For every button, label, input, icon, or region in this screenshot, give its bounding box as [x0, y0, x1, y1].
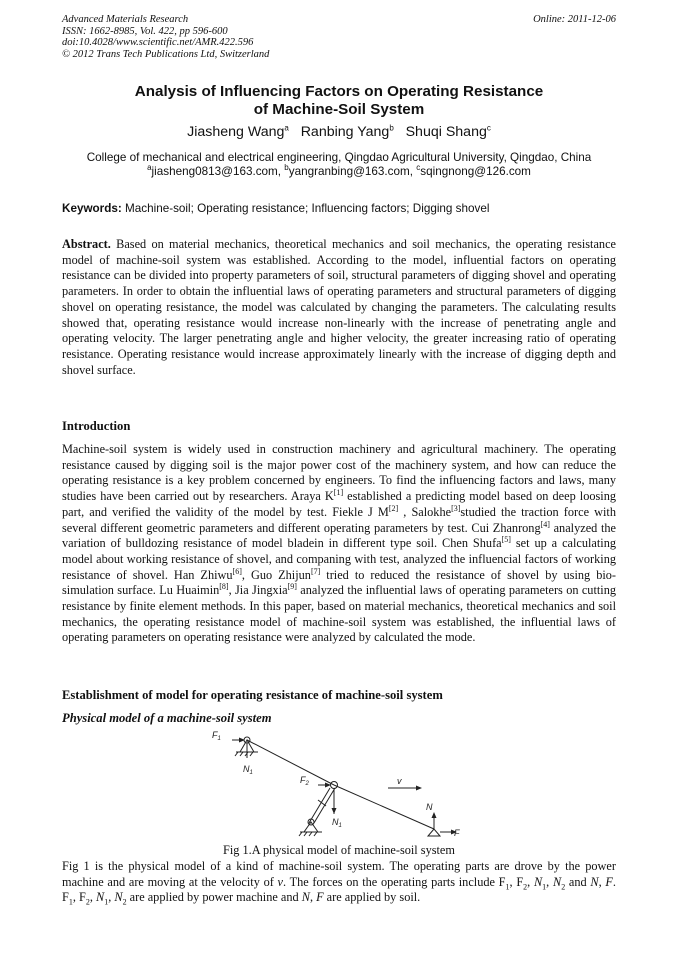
svg-text:N1: [332, 817, 342, 829]
symbol: N: [114, 890, 123, 905]
subscript: 1: [68, 897, 73, 907]
text-run: , F: [72, 890, 86, 905]
affiliation-block: [62, 151, 616, 179]
intro-text: studied the traction force with several different geometric parameters and different operating parameters by test. Cui Zhanrong: [62, 504, 616, 535]
subscript: 1: [542, 882, 547, 892]
introduction-text: [62, 442, 616, 646]
journal-meta: [62, 14, 269, 60]
citation[interactable]: [5]: [501, 535, 511, 545]
keywords: [62, 202, 616, 215]
doi: doi:10.4028/www.scientific.net/AMR.422.596: [62, 37, 254, 49]
text-run: ,: [108, 890, 115, 905]
email-mark: b: [284, 163, 289, 173]
citation[interactable]: [8]: [219, 582, 229, 592]
subscript: 1: [104, 897, 109, 907]
symbol: F: [316, 890, 324, 905]
keywords-label: Keywords:: [62, 202, 122, 215]
figure-caption: Fig 1.A physical model of machine-soil system: [223, 843, 455, 857]
symbol: v: [277, 874, 284, 889]
f-label: F: [454, 828, 460, 838]
author-mark: a: [284, 123, 289, 133]
symbol: N: [301, 890, 310, 905]
n1-top-sub: 1: [249, 770, 253, 776]
subscript: 2: [523, 882, 528, 892]
svg-text:F1: [212, 730, 221, 742]
intro-text: tried to reduced the resistance of shovel by using bio-simulation surface. Lu Huaimin: [62, 567, 617, 598]
text-run: ,: [89, 890, 96, 905]
email-mark: c: [416, 163, 421, 173]
author-name: Jiasheng Wang: [187, 124, 285, 140]
text-run: ,: [309, 890, 317, 905]
text-run: are applied by soil.: [323, 890, 421, 905]
svg-text:F2: [300, 775, 310, 787]
citation[interactable]: [9]: [287, 582, 297, 592]
title-line-2: of Machine-Soil System: [253, 100, 425, 118]
section-heading: Establishment of model for operating resistance of machine-soil system: [62, 688, 443, 702]
symbol: N: [96, 890, 105, 905]
intro-text: analyzed the variation of bulldozing resistance of model bladein in different type soil. Chen Shufa: [62, 520, 616, 551]
figure-1: [62, 728, 616, 842]
symbol: N: [552, 874, 562, 889]
n-label: N: [426, 802, 433, 812]
subsection-heading: Physical model of a machine-soil system: [62, 711, 272, 725]
subscript: 2: [85, 897, 90, 907]
intro-text: established a predicting model based on deep loosing part, and verified the validity of the model by test. Fiekle J M: [62, 489, 616, 519]
svg-text:N1: [243, 764, 253, 776]
n1-mid-label: N: [332, 817, 339, 827]
intro-text: , Guo Zhijun: [241, 567, 311, 582]
online-date: Online: 2011-12-06: [533, 14, 616, 25]
machine-soil-diagram: [62, 728, 616, 842]
f2-label: F: [300, 775, 306, 785]
citation[interactable]: [6]: [232, 566, 242, 576]
text-run: ,: [598, 874, 606, 889]
author-name: Shuqi Shang: [405, 124, 487, 140]
subscript: 2: [122, 897, 127, 907]
intro-text: analyzed the influential laws of operating parameters on cutting resistance by finite element methods. In this paper, based on material mechanics, theoretical mechanics and soil mechanics, the operating resistance model of machine-soil system was established, the influential laws of operating parameters on operating resistance were analyzed by calculated the mode.: [62, 583, 616, 645]
intro-heading: Introduction: [62, 419, 131, 433]
citation[interactable]: [7]: [310, 566, 321, 576]
text-run: . F: [62, 874, 616, 905]
keywords-text: Machine-soil; Operating resistance; Influencing factors; Digging shovel: [125, 202, 490, 215]
issn: ISSN: 1662-8985, Vol. 422, pp 596-600: [62, 25, 228, 37]
symbol: N: [533, 874, 543, 889]
copyright: © 2012 Trans Tech Publications Ltd, Switzerland: [62, 48, 270, 60]
email-mark: a: [147, 163, 152, 173]
text-run: . The forces on the operating parts include F: [283, 874, 506, 889]
symbol: N: [590, 874, 599, 889]
author-mark: b: [389, 123, 394, 133]
email[interactable]: yangranbing@163.com: [288, 165, 410, 178]
citation[interactable]: [1]: [333, 488, 344, 498]
author-mark: c: [486, 123, 491, 133]
emails: $^a$jiasheng0813@163.com, $^b$yangranbing@163.com, $^c$sqingnong@126.com: [147, 163, 531, 178]
abstract-text: Based on material mechanics, theoretical mechanics and soil mechanics, the operating resistance model of machine-soil system was established. According to the model, influential factors on operating resistance can be divided into property parameters of soil, structural parameters of digging shovel and operating parameters. In order to obtain the influential laws of operating parameters and structural parameters of digging shovel on operating resistance, the model was calculated by changing the parameters. The calculating results showed that, operating resistance would increase non-linearly with the increase of penetrating angle and operating velocity. The larger penetrating angle and higher velocity, the greater increasing ratio of operating resistance. Operating resistance would increase approximately linearly with the increase of digging depth and shovel surface.: [62, 237, 616, 377]
f1-label: F: [212, 730, 218, 740]
paper-title: [62, 83, 616, 118]
journal-name: Advanced Materials Research: [62, 14, 189, 25]
subscript: 2: [561, 882, 566, 892]
author-name: Ranbing Yang: [300, 124, 390, 140]
text-run: Fig 1 is the physical model of a kind of machine-soil system. The operating parts are drove by the power machine and are moving at the velocity of: [62, 859, 616, 889]
intro-text: , Salokhe: [398, 504, 452, 519]
symbol: F: [605, 874, 613, 889]
email[interactable]: jiasheng0813@163.com: [151, 165, 278, 178]
n1-mid-sub: 1: [338, 823, 342, 829]
shovel-link: [334, 785, 434, 829]
abstract-label: Abstract.: [62, 237, 111, 251]
upper-link: [247, 740, 334, 785]
text-run: , F: [509, 874, 524, 889]
title-line-1: Analysis of Influencing Factors on Operating Resistance: [134, 83, 544, 100]
citation[interactable]: [2]: [388, 503, 399, 513]
citation[interactable]: [4]: [540, 519, 550, 529]
subscript: 1: [505, 882, 510, 892]
text-run: ,: [527, 874, 534, 889]
n1-top-label: N: [243, 764, 250, 774]
figure-description: [62, 859, 616, 906]
bottom-support: [304, 822, 318, 832]
authors: [62, 124, 616, 140]
shovel-tip: [428, 829, 440, 836]
cylinder-rod: [309, 788, 330, 823]
text-run: are applied by power machine and: [126, 890, 302, 905]
abstract: [62, 237, 616, 378]
intro-text: , Jia Jingxia: [228, 583, 288, 598]
v-label: v: [397, 776, 402, 786]
text-run: ,: [546, 874, 553, 889]
affiliation: College of mechanical and electrical engineering, Qingdao Agricultural University, Qingdao, China: [86, 151, 592, 164]
text-run: and: [565, 874, 591, 889]
f1-sub: 1: [217, 736, 221, 742]
intro-text: set up a calculating model about working resistance of shovel, and companing with test, analyzed the influencial factors of working resistance of shovel. Han Zhiwu: [62, 536, 617, 582]
citation[interactable]: [3]: [451, 503, 461, 513]
f2-sub: 2: [305, 781, 309, 787]
intro-text: Machine-soil system is widely used in construction machinery and agricultural machinery. The operating resistance caused by digging soil is the major power cost of the machinery system, and how can reduce the operating resistance is a key problem concerned by engineers. To find the influencing factors and laws, many studies have been carried out by researchers. Araya K: [62, 442, 616, 504]
email[interactable]: sqingnong@126.com: [420, 165, 531, 178]
